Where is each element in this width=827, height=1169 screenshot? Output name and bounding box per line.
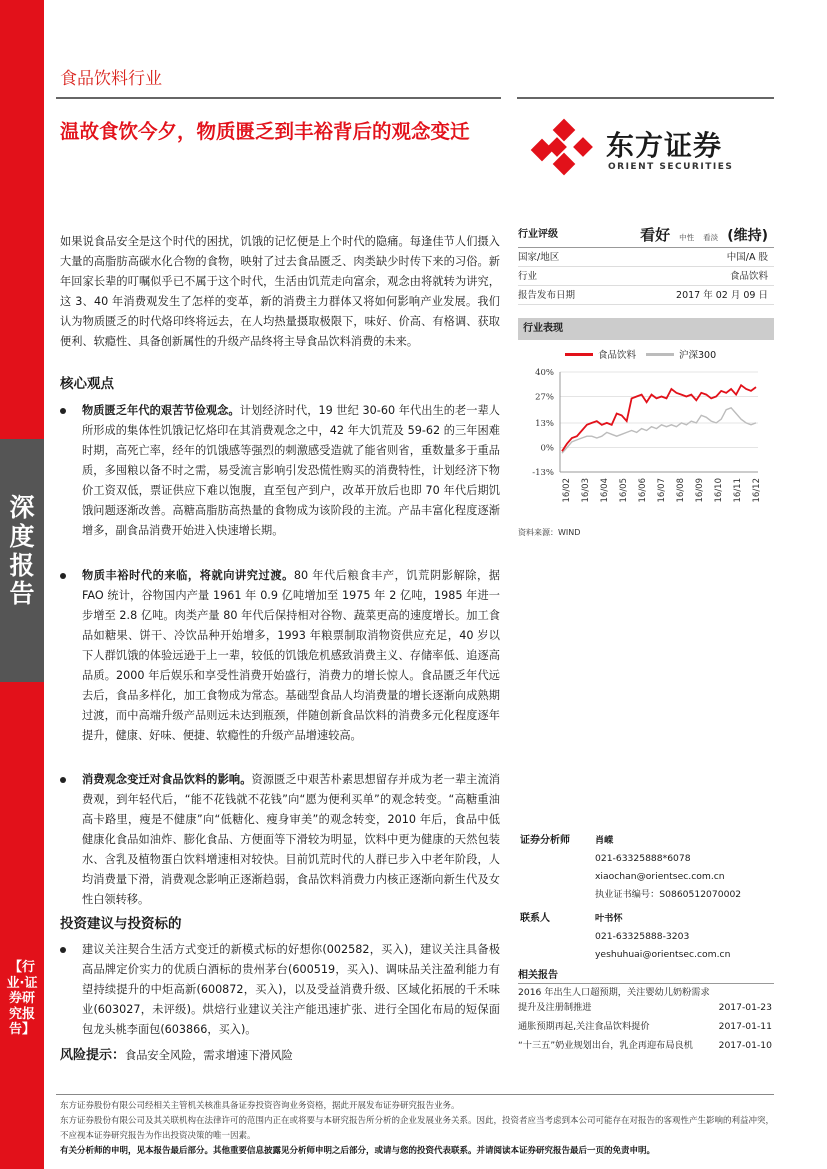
performance-header: 行业表现: [518, 318, 774, 340]
core-point-heading: 物质匮乏年代的艰苦节俭观念。: [82, 404, 240, 417]
footer-divider: [56, 1094, 774, 1095]
x-tick-label: 16/05: [619, 478, 629, 503]
x-tick-label: 16/11: [733, 478, 743, 503]
analyst-row: [518, 832, 774, 850]
rating-value: 看好: [640, 226, 671, 244]
bullet-icon: [60, 777, 66, 783]
y-tick-label: 27%: [535, 392, 554, 403]
sidebar-category-label: 【行业·证券研究报告】: [6, 960, 38, 1038]
y-tick-label: 0%: [540, 443, 554, 454]
analyst-row: [518, 928, 774, 946]
rating-neutral: 中性: [679, 233, 695, 242]
rating-table: [518, 222, 774, 305]
core-point-body: 资源匮乏中艰苦朴素思想留存并成为老一辈主流消费观，到年轻代后，“能不花钱就不花钱”向“愿为便利买单”的观念转变。“高糖重油高卡路里，瘦是不健康”向“低糖化、瘦身审美”的观念转变，2010 年后，食品中低健康化食品如油炸、膨化食品、方便面等下滑较为明显，饮料中更为健康的天然包装水、含乳及植物蛋白饮料增速相对较快。目前饥荒时代的人群已步入中老年阶段，人均消费量下滑，消费观念影响正逐渐趋弱，食品饮料消费力内核正逐渐向新生代及女性白领转移。: [82, 773, 500, 906]
legend-swatch-hs300: [646, 353, 674, 356]
related-report-title[interactable]: 2016 年出生人口超预期，关注婴幼儿奶粉需求提升及注册制推进: [518, 987, 710, 1013]
rating-row: [518, 222, 774, 248]
logo-english-name: ORIENT SECURITIES: [608, 162, 734, 172]
contact-role: 联系人: [520, 913, 550, 924]
footer-line-1: 东方证券股份有限公司经相关主管机关核准具备证券投资咨询业务资格，据此开展发布证券研究报告业务。: [60, 1101, 460, 1111]
performance-chart: [518, 360, 774, 520]
orient-logo-icon: [528, 118, 598, 180]
analyst-row: [518, 946, 774, 964]
footer-disclaimer: [60, 1099, 780, 1159]
legend-swatch-food: [565, 353, 593, 356]
rating-keep: (维持): [727, 228, 768, 244]
related-report-title[interactable]: “十三五”奶业规划出台，乳企再迎布局良机: [518, 1040, 693, 1051]
analyst-cert: 执业证书编号：S0860512070002: [595, 889, 742, 900]
related-report-item[interactable]: [518, 985, 774, 1015]
y-tick-label: -13%: [532, 468, 554, 478]
report-title: 温故食饮今夕，物质匮乏到丰裕背后的观念变迁: [60, 120, 470, 143]
x-tick-label: 16/10: [714, 478, 724, 503]
rating-bearish: 看淡: [703, 233, 719, 242]
analyst-role: 证券分析师: [520, 835, 570, 846]
legend-label-food: 食品饮料: [598, 350, 637, 361]
company-logo: [528, 118, 758, 180]
header-divider-left: [56, 97, 501, 99]
related-divider: [518, 983, 774, 984]
investment-text: 建议关注契合生活方式变迁的新模式标的好想你(002582，买入)，建议关注具备极高品牌定价实力的优质白酒标的贵州茅台(600519，买入)、调味品关注盈利能力有望持续提升的中炬高新(600872，买入)，以及受益消费升级、区域化拓展的千禾味业(603027，未评级)。烘焙行业建议关注产能迅速扩张、进行全国化布局的短保面包龙头桃李面包(603866，买入)。: [82, 943, 500, 1036]
core-point-body: 80 年代后粮食丰产，饥荒阴影解除，据 FAO 统计，谷物国内产量 1961 年 0.9 亿吨增加至 1975 年 2 亿吨，1985 年进一步增至 2.8 亿吨。肉类产量 80 年代后保持相对谷物、蔬菜更高的速度增长。加工食品如糖果、饼干、冷饮品种开始增多，1993 年粮票制取消物资供应充足，40 岁以下人群饥饿的体验远逊于上一辈，较低的饥饿危机感致消费主义、存储率低、追逐高品质。2000 年后娱乐和享受性消费开始盛行，消费力的增长惊人。食品匮乏年代远去后，食品多样化，加工食物成为常态。基础型食品人均消费量的增长逐渐向成熟期过渡，而中高端升级产品则远未达到瓶颈，伴随创新食品饮料的消费多元化程度逐年提升，健康、好味、便捷、软瘾性的升级产品增速较高。: [82, 569, 500, 742]
investment-point: [60, 940, 500, 1040]
core-point: [60, 770, 500, 910]
x-tick-label: 16/04: [600, 478, 610, 503]
related-report-date: 2017-01-10: [718, 1040, 772, 1051]
logo-chinese-name: 东方证券: [606, 129, 723, 162]
investment-title: 投资建议与投资标的: [60, 916, 182, 932]
bullet-icon: [60, 947, 66, 953]
x-tick-label: 16/07: [657, 478, 667, 503]
analyst-email[interactable]: xiaochan@orientsec.com.cn: [595, 871, 725, 882]
related-reports-list: [518, 985, 774, 1057]
y-tick-label: 13%: [535, 418, 554, 429]
x-tick-label: 16/12: [752, 478, 762, 503]
y-tick-label: 40%: [535, 368, 554, 378]
info-value: 2017 年 02 月 09 日: [676, 290, 768, 301]
related-report-date: 2017-01-11: [718, 1021, 772, 1032]
analyst-name: 肖嵘: [595, 835, 614, 846]
series-line-hs300: [562, 408, 756, 453]
core-point-heading: 物质丰裕时代的来临，将就向讲究过渡。: [82, 569, 294, 582]
x-tick-label: 16/03: [581, 478, 591, 503]
core-point-heading: 消费观念变迁对食品饮料的影响。: [82, 773, 252, 786]
x-tick-label: 16/09: [695, 478, 705, 503]
info-row: [518, 248, 774, 267]
info-label: 报告发布日期: [518, 290, 576, 301]
info-row: [518, 286, 774, 305]
risk-warning: [60, 1044, 293, 1063]
related-reports-title: 相关报告: [518, 970, 558, 981]
info-row: [518, 267, 774, 286]
risk-text: 食品安全风险，需求增速下滑风险: [125, 1049, 293, 1062]
chart-source: 资料来源：WIND: [518, 528, 581, 537]
risk-label: 风险提示：: [60, 1048, 126, 1063]
bullet-icon: [60, 408, 66, 414]
rating-label: 行业评级: [518, 229, 558, 240]
core-point: [60, 566, 500, 746]
bullet-icon: [60, 573, 66, 579]
core-point-body: 计划经济时代，19 世纪 30-60 年代出生的老一辈人所形成的集体性饥饿记忆烙印在其消费观念之中，42 年大饥荒及 59-62 的三年困难时期，高死亡率，经年的饥饿感等强烈的刺激感受造就了能省则省，重数量多于重品质，多囤粮以备不时之需，易受流言影响引发恐慌性购买的消费特性，计划经济下物价工资双低，票证供应下难以饱腹，直至包产到户，改革开放后也即 70 年代后期饥饿问题逐渐改善。高糖高脂肪高热量的食物成为该阶段的主流。产品丰富化程度逐渐增多，副食品消费开始进入快速增长期。: [82, 404, 500, 537]
x-tick-label: 16/08: [676, 478, 686, 503]
contact-email[interactable]: yeshuhuai@orientsec.com.cn: [595, 949, 731, 960]
related-report-title[interactable]: 通胀预期再起,关注食品饮料提价: [518, 1021, 650, 1032]
analyst-row: [518, 868, 774, 886]
header-divider-right: [517, 97, 774, 99]
info-label: 行业: [518, 271, 538, 282]
footer-line-2: 东方证券股份有限公司及其关联机构在法律许可的范围内正在或将要与本研究报告所分析的企业发展业务关系。因此，投资者应当考虑到本公司可能存在对报告的客观性产生影响的利益冲突，不应视本证券研究报告为作出投资决策的唯一因素。: [60, 1116, 775, 1141]
related-report-item[interactable]: [518, 1019, 774, 1034]
core-points-title: 核心观点: [60, 376, 114, 392]
core-point: [60, 401, 500, 541]
info-value: 食品饮料: [729, 271, 768, 282]
info-label: 国家/地区: [518, 252, 560, 263]
analyst-row: [518, 886, 774, 904]
x-tick-label: 16/06: [638, 478, 648, 503]
analyst-block: [518, 832, 774, 964]
related-report-item[interactable]: [518, 1038, 774, 1053]
contact-phone: 021-63325888-3203: [595, 931, 690, 942]
sector-title: 食品饮料行业: [60, 69, 162, 89]
series-line-food: [562, 385, 756, 451]
footer-line-3: 有关分析师的申明，见本报告最后部分。其他重要信息披露见分析师申明之后部分，或请与您的投资代表联系。并请阅读本证券研究报告最后一页的免责申明。: [60, 1146, 656, 1156]
contact-name: 叶书怀: [595, 913, 623, 924]
related-report-date: 2017-01-23: [718, 1002, 772, 1013]
analyst-row: [518, 910, 774, 928]
analyst-phone: 021-63325888*6078: [595, 853, 691, 864]
x-tick-label: 16/02: [562, 478, 572, 503]
legend-label-hs300: 沪深300: [679, 350, 717, 361]
sidebar-deep-report-label: 深度报告: [9, 493, 35, 609]
intro-paragraph: 如果说食品安全是这个时代的困扰，饥饿的记忆便是上个时代的隐痛。每逢佳节人们摄入大量的高脂肪高碳水化合物的食物，映射了过去食品匮乏、肉类缺少时传下来的习俗。新年回家长辈的叮嘱似乎已不属于这个时代，生活由饥荒走向富余，观念由将就转为讲究，这 3、40 年消费观发生了怎样的变革，新的消费主力群体又将如何影响产业发展。我们认为物质匮乏的时代烙印终将远去，在人均热量摄取极限下，味好、价高、有格调、获取便利、软瘾性、具备创新属性的升级产品终将主导食品饮料消费的未来。: [60, 235, 500, 348]
info-value: 中国/A 股: [726, 252, 768, 263]
analyst-row: [518, 850, 774, 868]
chart-legend: [565, 347, 716, 361]
